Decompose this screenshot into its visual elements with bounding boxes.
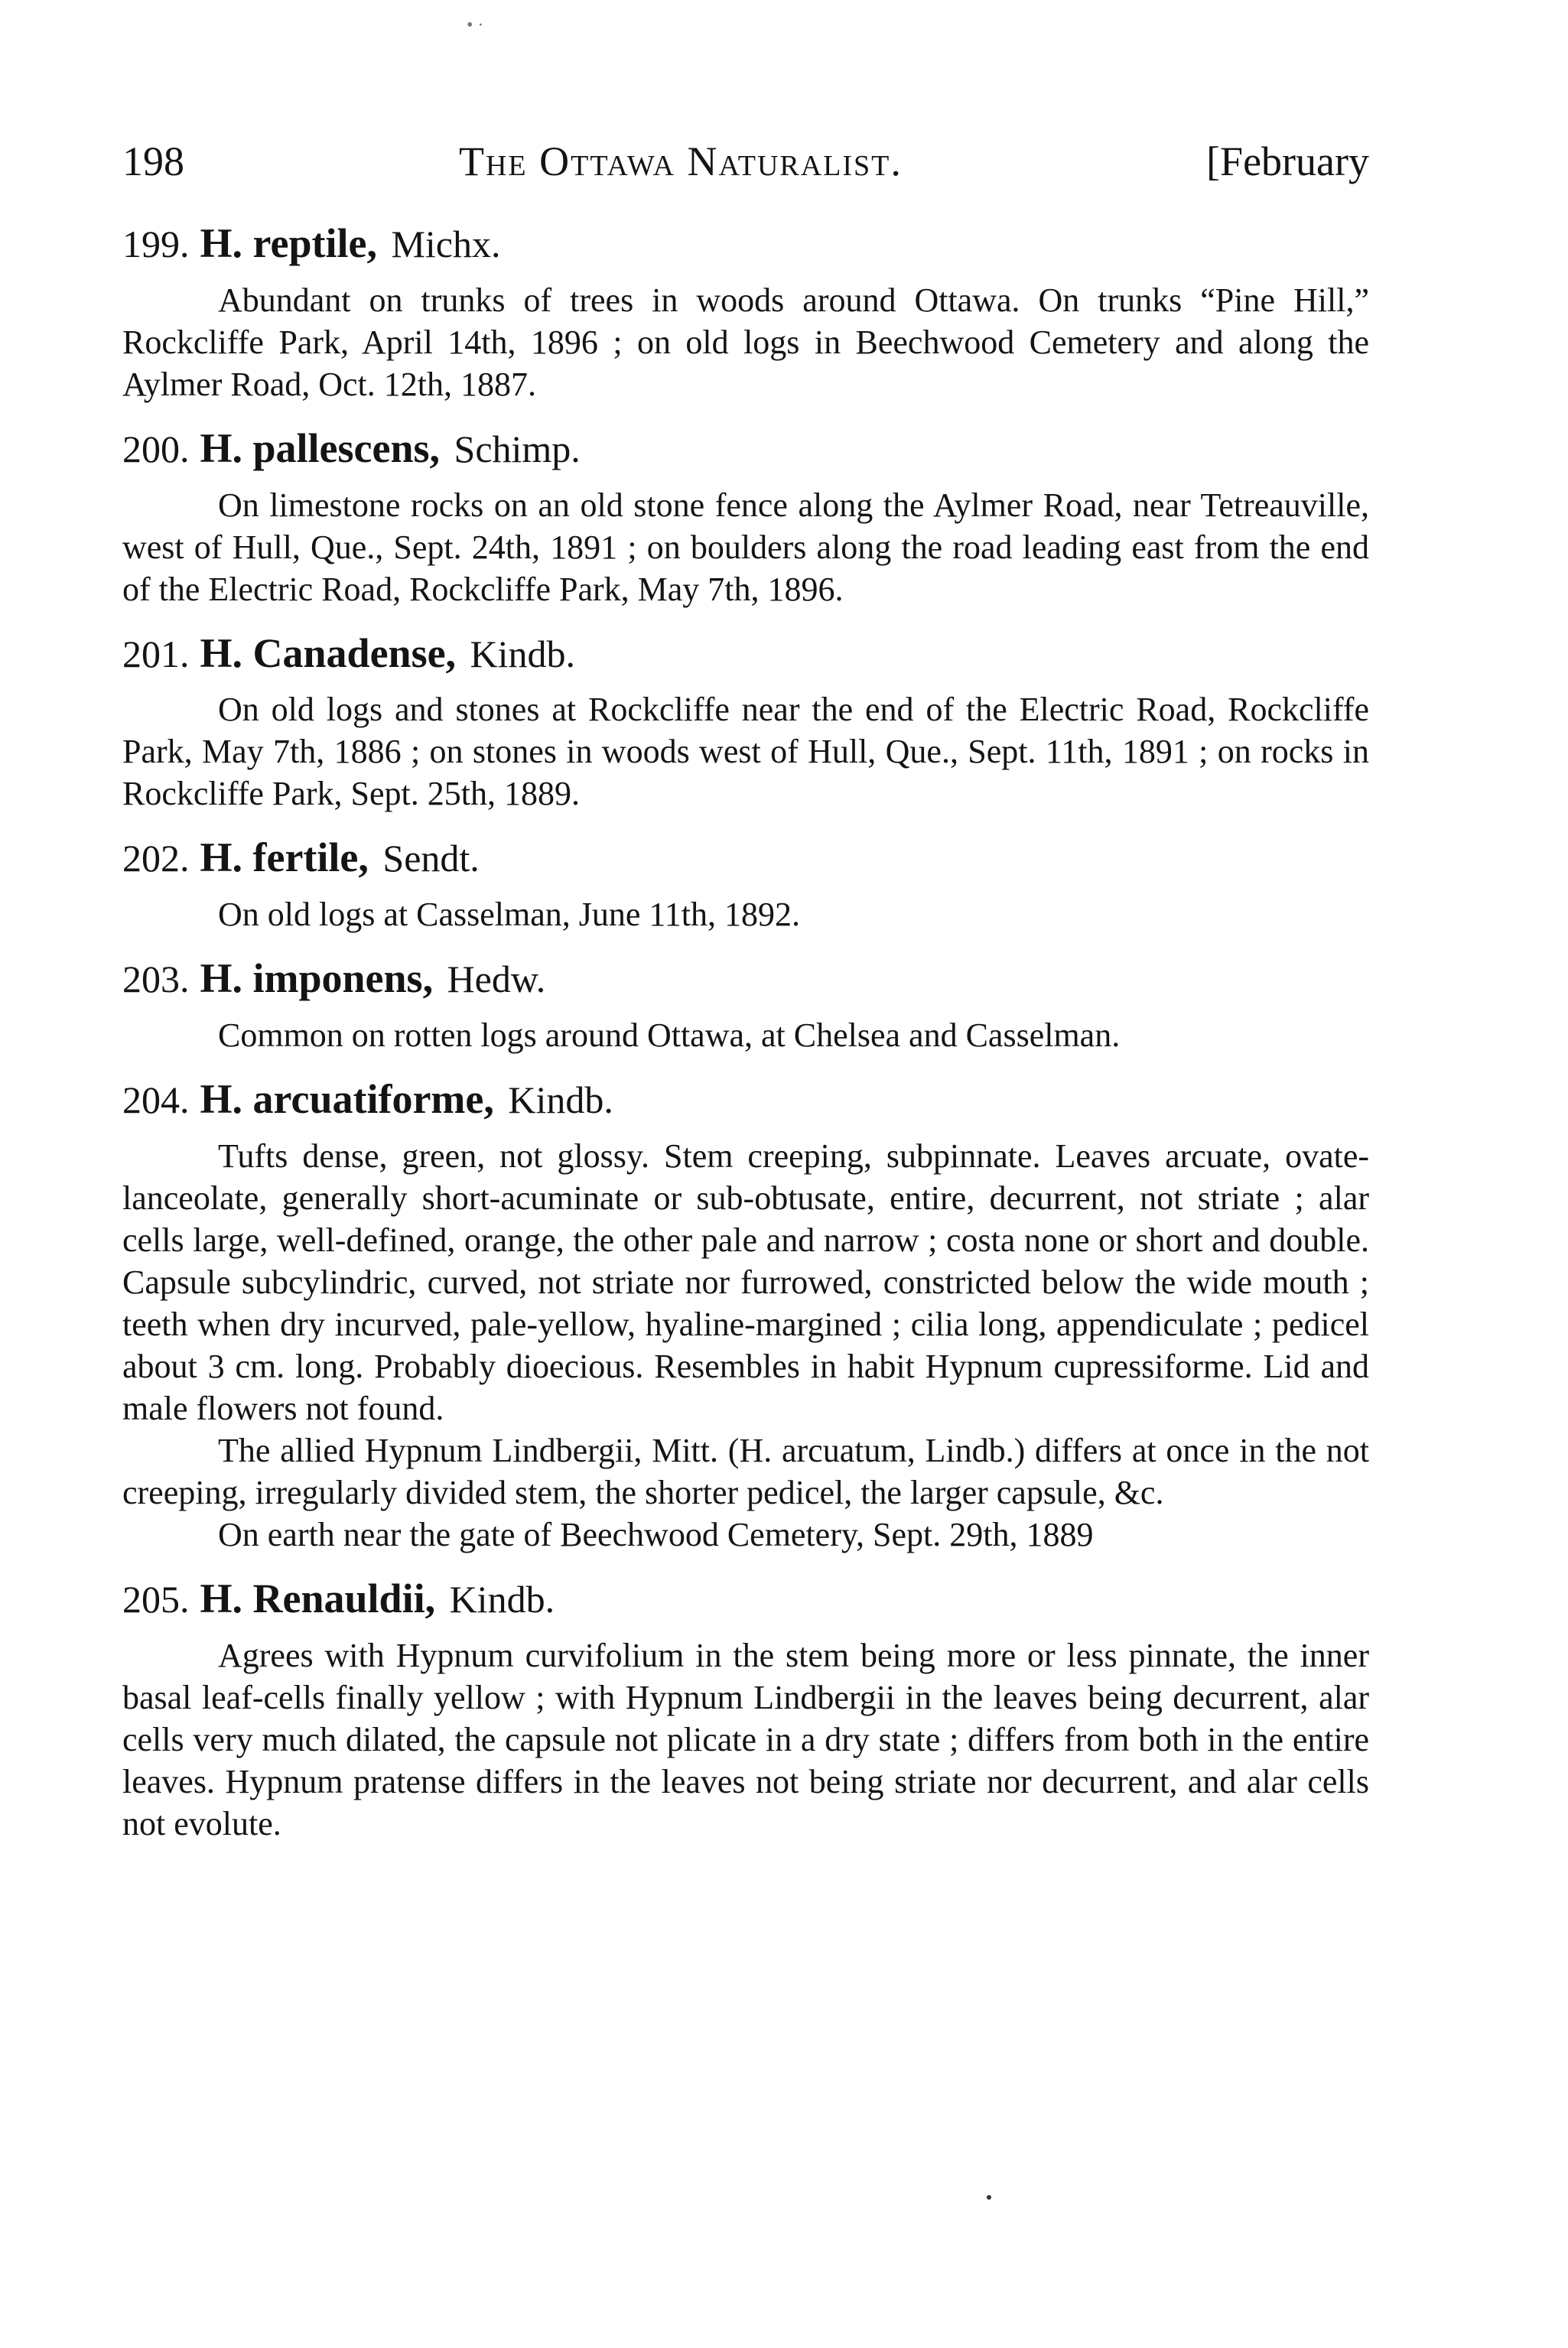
species-authority: Kindb. bbox=[470, 632, 576, 675]
issue-month: [February bbox=[1206, 138, 1369, 184]
species-entry-201 bbox=[122, 629, 1369, 815]
print-speck bbox=[987, 2195, 991, 2200]
running-header bbox=[122, 130, 1369, 200]
entry-paragraph: Common on rotten logs around Ottawa, at Chelsea and Casselman. bbox=[218, 1016, 1121, 1054]
species-entry-203 bbox=[122, 954, 1369, 1056]
species-name: H. Canadense, bbox=[200, 629, 457, 676]
species-name: H. pallescens, bbox=[200, 424, 441, 471]
species-description: Tufts dense, green, not glossy. Stem creeping, subpinnate. Leaves arcuate, ovate-lanceolate, generally short-acuminate or sub-obtusate, entire, decurrent, not striate ; alar cells large, well-defined, orange, the other pale and narrow ; costa none or short and double. Capsule subcylindric, curved, not striate nor furrowed, constricted below the wide mouth ; teeth when dry incurved, pale-yellow, hyaline-margined ; cilia long, appendiculate ; pedicel about 3 cm. long. Probably dioecious. Resembles in habit Hypnum cupressiforme. Lid and male flowers not found. bbox=[122, 1137, 1369, 1427]
species-authority: Schimp. bbox=[454, 427, 581, 470]
entry-number: 199. bbox=[122, 223, 190, 265]
species-entry-205 bbox=[122, 1574, 1369, 1845]
entry-number: 200. bbox=[122, 427, 190, 470]
species-name: H. Renauldii, bbox=[200, 1575, 436, 1621]
species-authority: Sendt. bbox=[382, 837, 480, 880]
entry-heading bbox=[122, 424, 1369, 473]
top-speck: • · bbox=[467, 15, 484, 35]
entry-paragraph: On old logs and stones at Rockcliffe near the end of the Electric Road, Rockcliffe Park, May 7th, 1886 ; on stones in woods west of Hull, Que., Sept. 11th, 1891 ; on rocks in Rockcliffe Park, Sept. 25th, 1889. bbox=[122, 691, 1369, 813]
page-number: 198 bbox=[122, 138, 184, 184]
species-authority: Kindb. bbox=[449, 1577, 555, 1621]
species-entry-204 bbox=[122, 1075, 1369, 1556]
entry-paragraph: Abundant on trunks of trees in woods around Ottawa. On trunks “Pine Hill,” Rockcliffe Park, April 14th, 1896 ; on old logs in Beechwood Cemetery and along the Aylmer Road, Oct. 12th, 1887. bbox=[122, 281, 1369, 403]
page bbox=[122, 130, 1369, 1845]
species-authority: Kindb. bbox=[508, 1078, 613, 1121]
entry-heading bbox=[122, 629, 1369, 678]
entry-heading bbox=[122, 1574, 1369, 1624]
entry-number: 204. bbox=[122, 1078, 190, 1121]
species-comparison: The allied Hypnum Lindbergii, Mitt. (H. arcuatum, Lindb.) differs at once in the not creeping, irregularly divided stem, the shorter pedicel, the larger capsule, &c. bbox=[122, 1431, 1369, 1511]
species-entry-202 bbox=[122, 833, 1369, 935]
entry-paragraph: On old logs at Casselman, June 11th, 1892. bbox=[218, 896, 800, 934]
species-authority: Michx. bbox=[391, 223, 501, 265]
entry-heading bbox=[122, 219, 1369, 268]
entry-number: 203. bbox=[122, 958, 190, 1001]
entry-heading bbox=[122, 1075, 1369, 1124]
entry-heading bbox=[122, 954, 1369, 1003]
species-locality: On earth near the gate of Beechwood Cemetery, Sept. 29th, 1889 bbox=[218, 1515, 1094, 1553]
species-entry-200 bbox=[122, 424, 1369, 610]
species-name: H. arcuatiforme, bbox=[200, 1075, 494, 1122]
species-authority: Hedw. bbox=[447, 958, 546, 1001]
species-name: H. imponens, bbox=[200, 955, 434, 1002]
entry-number: 201. bbox=[122, 632, 190, 675]
entry-paragraph: On limestone rocks on an old stone fence along the Aylmer Road, near Tetreauville, west of Hull, Que., Sept. 24th, 1891 ; on boulders along the road leading east from the end of the Electric Road, Rockcliffe Park, May 7th, 1896. bbox=[122, 486, 1369, 608]
species-name: H. reptile, bbox=[200, 220, 377, 266]
journal-title: The Ottawa Naturalist. bbox=[459, 138, 903, 184]
entry-heading bbox=[122, 833, 1369, 883]
entry-number: 202. bbox=[122, 837, 190, 880]
entry-number: 205. bbox=[122, 1577, 190, 1621]
species-entry-199 bbox=[122, 219, 1369, 405]
species-name: H. fertile, bbox=[200, 834, 369, 881]
species-description: Agrees with Hypnum curvifolium in the stem being more or less pinnate, the inner basal leaf-cells finally yellow ; with Hypnum Lindbergii in the leaves being decurrent, alar cells very much dilated, the capsule not plicate in a dry state ; differs from both in the entire leaves. Hypnum pratense differs in the leaves not being striate nor decurrent, and alar cells not evolute. bbox=[122, 1636, 1369, 1842]
